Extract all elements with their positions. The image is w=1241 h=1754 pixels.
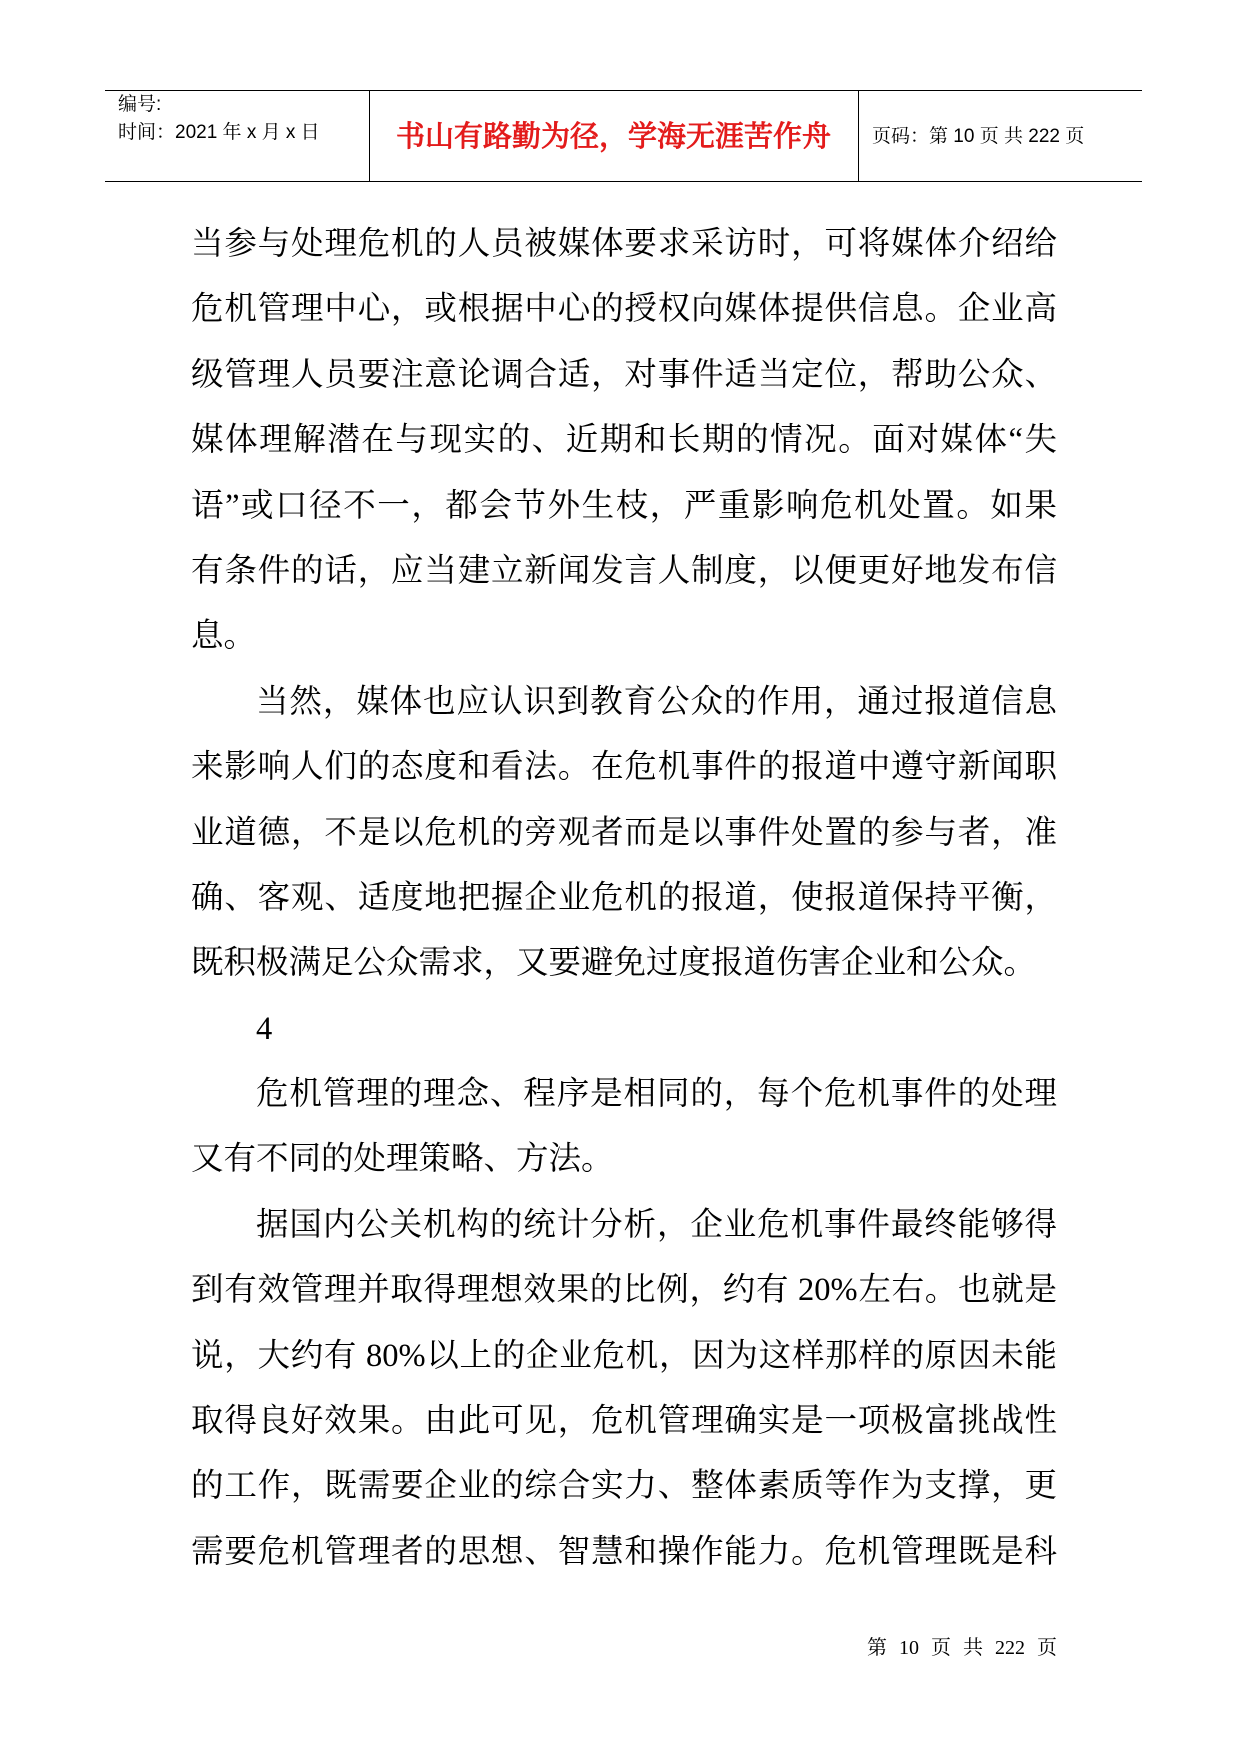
paragraph	[191, 670, 1057, 997]
paragraph	[191, 212, 1057, 670]
text-line: 确、客观、适度地把握企业危机的报道，使报道保持平衡，	[191, 879, 1057, 916]
section-number: 4	[256, 1010, 273, 1047]
text-line: 有条件的话，应当建立新闻发言人制度，以便更好地发布信	[191, 552, 1057, 589]
text-line: 业道德，不是以危机的旁观者而是以事件处置的参与者，准	[191, 814, 1057, 851]
text-line: 既积极满足公众需求，又要避免过度报道伤害企业和公众。	[191, 945, 1037, 982]
paragraph	[191, 1193, 1057, 1585]
text-line: 说，大约有 80%以上的企业危机，因为这样那样的原因未能	[191, 1337, 1057, 1374]
text-line: 来影响人们的态度和看法。在危机事件的报道中遵守新闻职	[191, 749, 1057, 786]
text-line: 危机管理的理念、程序是相同的，每个危机事件的处理	[256, 1076, 1057, 1113]
serial-number-label: 编号:	[118, 94, 162, 115]
text-line: 取得良好效果。由此可见，危机管理确实是一项极富挑战性	[191, 1403, 1057, 1440]
text-line: 危机管理中心，或根据中心的授权向媒体提供信息。企业高	[191, 291, 1057, 328]
text-line: 据国内公关机构的统计分析，企业危机事件最终能够得	[256, 1206, 1057, 1243]
text-line: 需要危机管理者的思想、智慧和操作能力。危机管理既是科	[191, 1533, 1057, 1570]
footer-page-number: 第 10 页 共 222 页	[867, 1637, 1057, 1659]
header-top-border	[105, 90, 1142, 91]
header-page-info: 页码：第 10 页 共 222 页	[872, 126, 1085, 147]
header-divider-right	[858, 90, 859, 182]
text-line: 的工作，既需要企业的综合实力、整体素质等作为支撑，更	[191, 1468, 1057, 1505]
paragraph	[191, 1062, 1057, 1193]
header-bottom-border	[105, 181, 1142, 182]
text-line: 级管理人员要注意论调合适，对事件适当定位，帮助公众、	[191, 356, 1057, 393]
text-line: 当然，媒体也应认识到教育公众的作用，通过报道信息	[256, 683, 1057, 720]
header-motto: 书山有路勤为径，学海无涯苦作舟	[395, 121, 831, 153]
text-line: 当参与处理危机的人员被媒体要求采访时，可将媒体介绍给	[191, 226, 1057, 262]
text-line: 语”或口径不一，都会节外生枝，严重影响危机处置。如果	[191, 487, 1057, 524]
text-line: 又有不同的处理策略、方法。	[191, 1141, 614, 1178]
text-line: 息。	[191, 618, 257, 655]
paragraph	[191, 997, 1057, 1062]
document-body	[191, 212, 1057, 1585]
time-label: 时间：2021 年 x 月 x 日	[118, 122, 320, 143]
text-line: 到有效管理并取得理想效果的比例，约有 20%左右。也就是	[191, 1272, 1057, 1309]
text-line: 媒体理解潜在与现实的、近期和长期的情况。面对媒体“失	[191, 422, 1057, 459]
